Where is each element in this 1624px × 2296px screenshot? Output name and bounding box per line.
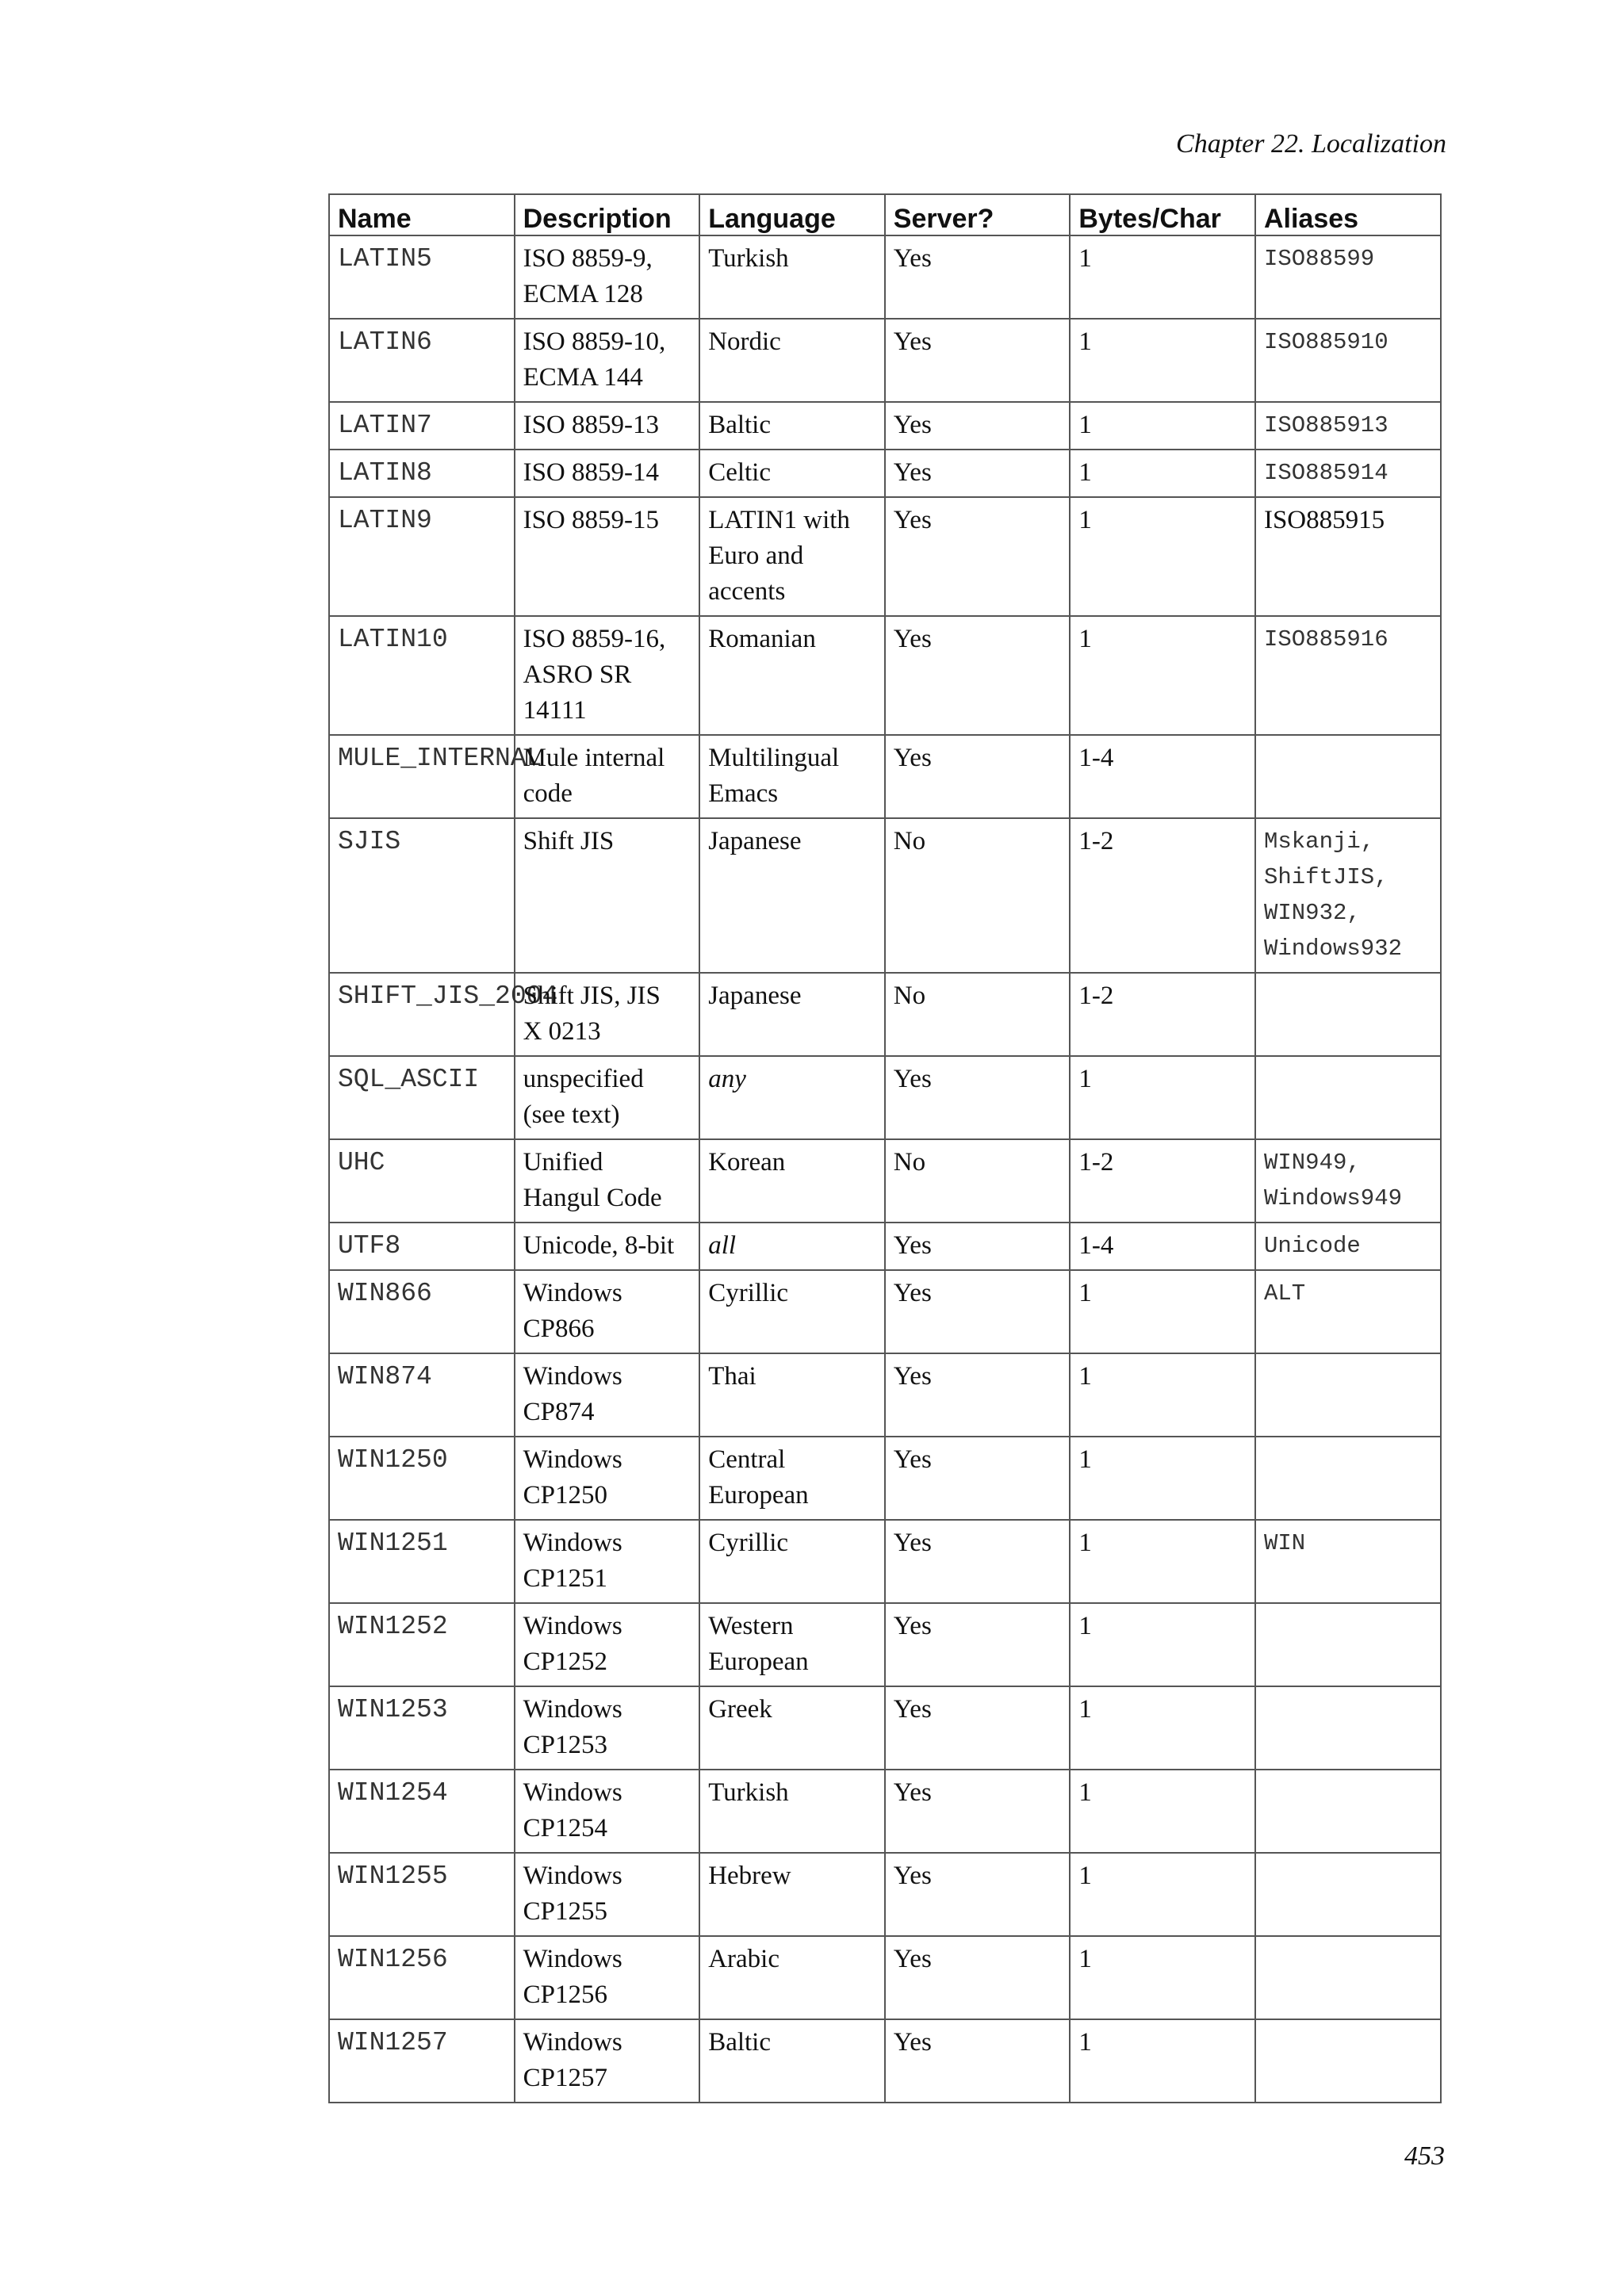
cell-description: [515, 2019, 700, 2103]
cell-aliases: [1255, 1270, 1441, 1353]
table-row: [329, 1353, 1441, 1437]
cell-aliases: [1255, 1853, 1441, 1936]
cell-aliases: [1255, 497, 1441, 616]
cell-server: Yes: [885, 1770, 1071, 1853]
cell-line: CP1257: [523, 2064, 607, 2092]
cell-name: UHC: [329, 1139, 515, 1223]
cell-language: [699, 1223, 885, 1270]
cell-description: [515, 1853, 700, 1936]
column-header-bytes-per-char: Bytes/Char: [1070, 194, 1255, 235]
cell-line: any: [708, 1065, 746, 1093]
cell-line: accents: [708, 577, 786, 606]
cell-line: Turkish: [708, 244, 789, 273]
header-row: [329, 194, 1441, 235]
cell-line: Unicode: [1263, 1233, 1361, 1259]
cell-name: MULE_INTERNAL: [329, 735, 515, 818]
table-row: [329, 1437, 1441, 1520]
cell-line: WIN932,: [1263, 900, 1361, 926]
cell-server: Yes: [885, 1270, 1071, 1353]
table-row: [329, 1936, 1441, 2019]
cell-aliases: [1255, 1603, 1441, 1686]
cell-name: LATIN5: [329, 235, 515, 319]
cell-name: WIN1255: [329, 1853, 515, 1936]
cell-line: CP1254: [523, 1814, 607, 1843]
cell-language: [699, 497, 885, 616]
cell-bytes-per-char: 1: [1070, 1853, 1255, 1936]
cell-server: Yes: [885, 2019, 1071, 2103]
cell-description: [515, 450, 700, 497]
cell-language: [699, 973, 885, 1056]
table-row: [329, 1223, 1441, 1270]
column-header-language: Language: [699, 194, 885, 235]
cell-line: Japanese: [708, 827, 802, 855]
cell-description: [515, 973, 700, 1056]
cell-line: Shift JIS: [523, 827, 615, 855]
cell-name: LATIN8: [329, 450, 515, 497]
cell-line: Windows: [523, 1362, 622, 1391]
cell-aliases: [1255, 818, 1441, 973]
table-row: [329, 735, 1441, 818]
cell-server: Yes: [885, 235, 1071, 319]
cell-aliases: [1255, 1223, 1441, 1270]
table-row: [329, 1686, 1441, 1770]
cell-server: Yes: [885, 1603, 1071, 1686]
cell-description: [515, 818, 700, 973]
cell-bytes-per-char: 1-2: [1070, 1139, 1255, 1223]
cell-line: Windows: [523, 1445, 622, 1474]
table-row: [329, 1603, 1441, 1686]
cell-server: Yes: [885, 1437, 1071, 1520]
cell-language: [699, 1056, 885, 1139]
cell-language: [699, 735, 885, 818]
cell-language: [699, 235, 885, 319]
table-row: [329, 1270, 1441, 1353]
cell-line: ISO88599: [1263, 246, 1375, 272]
cell-line: ASRO SR: [523, 660, 632, 689]
cell-language: [699, 818, 885, 973]
cell-line: unspecified: [523, 1065, 644, 1093]
cell-name: LATIN10: [329, 616, 515, 735]
cell-line: ISO 8859-15: [523, 506, 660, 534]
cell-line: CP1250: [523, 1481, 607, 1510]
cell-line: Emacs: [708, 779, 779, 808]
cell-line: CP866: [523, 1314, 595, 1343]
cell-language: [699, 450, 885, 497]
cell-bytes-per-char: 1: [1070, 319, 1255, 402]
cell-name: WIN1252: [329, 1603, 515, 1686]
cell-line: CP874: [523, 1398, 595, 1426]
cell-name: LATIN6: [329, 319, 515, 402]
cell-name: LATIN9: [329, 497, 515, 616]
cell-line: Unicode, 8-bit: [523, 1231, 675, 1260]
cell-aliases: [1255, 1353, 1441, 1437]
cell-line: Western: [708, 1612, 794, 1640]
cell-server: Yes: [885, 1853, 1071, 1936]
cell-line: ISO885916: [1263, 626, 1388, 652]
cell-bytes-per-char: 1: [1070, 1686, 1255, 1770]
cell-name: WIN1256: [329, 1936, 515, 2019]
cell-server: No: [885, 1139, 1071, 1223]
cell-aliases: [1255, 1056, 1441, 1139]
cell-bytes-per-char: 1: [1070, 450, 1255, 497]
running-header: Chapter 22. Localization: [1176, 129, 1446, 159]
cell-line: Windows: [523, 1945, 622, 1973]
cell-server: Yes: [885, 497, 1071, 616]
cell-aliases: [1255, 1936, 1441, 2019]
cell-name: WIN874: [329, 1353, 515, 1437]
cell-description: [515, 402, 700, 450]
cell-bytes-per-char: 1: [1070, 1520, 1255, 1603]
cell-line: Greek: [708, 1695, 772, 1724]
cell-name: WIN866: [329, 1270, 515, 1353]
cell-line: Hebrew: [708, 1862, 791, 1890]
cell-description: [515, 616, 700, 735]
cell-line: Central: [708, 1445, 786, 1474]
cell-line: Cyrillic: [708, 1529, 789, 1557]
cell-server: Yes: [885, 1936, 1071, 2019]
cell-line: ISO 8859-14: [523, 458, 660, 487]
cell-language: [699, 1353, 885, 1437]
cell-description: [515, 497, 700, 616]
table-row: [329, 1853, 1441, 1936]
cell-bytes-per-char: 1-4: [1070, 735, 1255, 818]
cell-line: ISO885910: [1263, 329, 1388, 355]
cell-line: Windows932: [1263, 936, 1402, 962]
table-row: [329, 450, 1441, 497]
cell-language: [699, 402, 885, 450]
cell-aliases: [1255, 735, 1441, 818]
cell-line: Baltic: [708, 2028, 771, 2057]
cell-description: [515, 1270, 700, 1353]
cell-language: [699, 1770, 885, 1853]
table-row: [329, 1770, 1441, 1853]
cell-bytes-per-char: 1: [1070, 1936, 1255, 2019]
cell-aliases: [1255, 319, 1441, 402]
cell-language: [699, 1686, 885, 1770]
cell-aliases: [1255, 1770, 1441, 1853]
encoding-table: [328, 193, 1442, 2103]
cell-language: [699, 1853, 885, 1936]
cell-description: [515, 1139, 700, 1223]
table-row: [329, 1139, 1441, 1223]
cell-line: LATIN1 with: [708, 506, 850, 534]
cell-server: Yes: [885, 450, 1071, 497]
cell-description: [515, 235, 700, 319]
cell-bytes-per-char: 1: [1070, 402, 1255, 450]
cell-name: UTF8: [329, 1223, 515, 1270]
cell-bytes-per-char: 1: [1070, 1353, 1255, 1437]
cell-language: [699, 1936, 885, 2019]
cell-language: [699, 1603, 885, 1686]
cell-line: Unified: [523, 1148, 603, 1177]
cell-name: WIN1250: [329, 1437, 515, 1520]
cell-line: all: [708, 1231, 737, 1260]
cell-line: 14111: [523, 696, 587, 725]
cell-line: ISO 8859-16,: [523, 625, 666, 653]
cell-name: WIN1251: [329, 1520, 515, 1603]
cell-name: WIN1257: [329, 2019, 515, 2103]
cell-line: CP1253: [523, 1731, 607, 1759]
cell-aliases: [1255, 1520, 1441, 1603]
cell-server: Yes: [885, 319, 1071, 402]
cell-description: [515, 1603, 700, 1686]
table-row: [329, 1520, 1441, 1603]
cell-description: [515, 1770, 700, 1853]
page-number: 453: [1404, 2141, 1445, 2171]
cell-line: ECMA 128: [523, 280, 643, 308]
cell-line: ALT: [1263, 1280, 1306, 1307]
cell-line: European: [708, 1481, 809, 1510]
cell-name: WIN1254: [329, 1770, 515, 1853]
cell-aliases: [1255, 616, 1441, 735]
cell-aliases: [1255, 450, 1441, 497]
cell-description: [515, 1223, 700, 1270]
cell-language: [699, 319, 885, 402]
cell-server: No: [885, 818, 1071, 973]
column-header-aliases: Aliases: [1255, 194, 1441, 235]
cell-aliases: [1255, 1139, 1441, 1223]
cell-name: SJIS: [329, 818, 515, 973]
cell-line: Arabic: [708, 1945, 779, 1973]
cell-description: [515, 1936, 700, 2019]
cell-aliases: [1255, 973, 1441, 1056]
cell-bytes-per-char: 1: [1070, 1437, 1255, 1520]
cell-line: CP1256: [523, 1980, 607, 2009]
cell-line: Korean: [708, 1148, 786, 1177]
table-row: [329, 973, 1441, 1056]
cell-line: Hangul Code: [523, 1184, 662, 1212]
cell-aliases: [1255, 1686, 1441, 1770]
cell-line: Windows: [523, 1529, 622, 1557]
cell-bytes-per-char: 1: [1070, 1270, 1255, 1353]
cell-bytes-per-char: 1: [1070, 1603, 1255, 1686]
cell-name: LATIN7: [329, 402, 515, 450]
cell-server: Yes: [885, 402, 1071, 450]
cell-line: Nordic: [708, 327, 781, 356]
cell-line: ISO 8859-10,: [523, 327, 666, 356]
cell-language: [699, 2019, 885, 2103]
cell-server: Yes: [885, 735, 1071, 818]
cell-language: [699, 1437, 885, 1520]
cell-line: Euro and: [708, 541, 804, 570]
cell-line: Windows: [523, 1612, 622, 1640]
cell-line: Turkish: [708, 1778, 789, 1807]
cell-server: Yes: [885, 1353, 1071, 1437]
cell-description: [515, 1437, 700, 1520]
cell-language: [699, 1139, 885, 1223]
cell-bytes-per-char: 1: [1070, 235, 1255, 319]
cell-line: CP1252: [523, 1647, 607, 1676]
cell-line: Baltic: [708, 411, 771, 439]
cell-line: Windows: [523, 2028, 622, 2057]
column-header-server: Server?: [885, 194, 1071, 235]
cell-description: [515, 319, 700, 402]
cell-description: [515, 1520, 700, 1603]
table-row: [329, 319, 1441, 402]
cell-line: ISO 8859-13: [523, 411, 660, 439]
cell-line: ISO885915: [1263, 506, 1385, 534]
cell-line: Thai: [708, 1362, 756, 1391]
cell-line: European: [708, 1647, 809, 1676]
cell-aliases: [1255, 235, 1441, 319]
cell-language: [699, 616, 885, 735]
cell-bytes-per-char: 1: [1070, 1056, 1255, 1139]
cell-line: code: [523, 779, 573, 808]
cell-line: Windows: [523, 1695, 622, 1724]
cell-aliases: [1255, 402, 1441, 450]
cell-line: CP1251: [523, 1564, 607, 1593]
cell-description: [515, 1056, 700, 1139]
table-body: [329, 235, 1441, 2103]
cell-line: Multilingual: [708, 744, 840, 772]
cell-line: Shift JIS, JIS: [523, 982, 661, 1010]
table-row: [329, 235, 1441, 319]
cell-server: Yes: [885, 1056, 1071, 1139]
cell-line: ShiftJIS,: [1263, 864, 1388, 890]
cell-line: Mskanji,: [1263, 828, 1375, 855]
cell-server: Yes: [885, 1520, 1071, 1603]
cell-line: Windows949: [1263, 1185, 1402, 1211]
column-header-description: Description: [515, 194, 700, 235]
cell-bytes-per-char: 1: [1070, 497, 1255, 616]
cell-language: [699, 1270, 885, 1353]
cell-line: ECMA 144: [523, 363, 643, 392]
table-row: [329, 497, 1441, 616]
table-row: [329, 1056, 1441, 1139]
cell-description: [515, 1353, 700, 1437]
cell-line: Windows: [523, 1862, 622, 1890]
cell-server: No: [885, 973, 1071, 1056]
table-row: [329, 818, 1441, 973]
cell-name: SQL_ASCII: [329, 1056, 515, 1139]
table-row: [329, 402, 1441, 450]
cell-line: CP1255: [523, 1897, 607, 1926]
cell-description: [515, 1686, 700, 1770]
cell-server: Yes: [885, 616, 1071, 735]
cell-bytes-per-char: 1-2: [1070, 818, 1255, 973]
cell-line: ISO 8859-9,: [523, 244, 653, 273]
cell-bytes-per-char: 1-4: [1070, 1223, 1255, 1270]
cell-line: Windows: [523, 1279, 622, 1307]
table-header: [329, 194, 1441, 235]
cell-server: Yes: [885, 1223, 1071, 1270]
cell-bytes-per-char: 1: [1070, 1770, 1255, 1853]
cell-line: Celtic: [708, 458, 771, 487]
table-row: [329, 2019, 1441, 2103]
cell-line: Mule internal: [523, 744, 665, 772]
cell-line: Cyrillic: [708, 1279, 789, 1307]
cell-line: ISO885913: [1263, 412, 1388, 438]
cell-aliases: [1255, 2019, 1441, 2103]
cell-aliases: [1255, 1437, 1441, 1520]
cell-description: [515, 735, 700, 818]
cell-server: Yes: [885, 1686, 1071, 1770]
cell-name: SHIFT_JIS_2004: [329, 973, 515, 1056]
cell-line: Windows: [523, 1778, 622, 1807]
cell-line: Japanese: [708, 982, 802, 1010]
cell-language: [699, 1520, 885, 1603]
cell-line: (see text): [523, 1100, 620, 1129]
cell-line: ISO885914: [1263, 460, 1388, 486]
cell-bytes-per-char: 1-2: [1070, 973, 1255, 1056]
cell-line: WIN949,: [1263, 1150, 1361, 1176]
cell-line: Romanian: [708, 625, 816, 653]
cell-bytes-per-char: 1: [1070, 2019, 1255, 2103]
cell-name: WIN1253: [329, 1686, 515, 1770]
cell-bytes-per-char: 1: [1070, 616, 1255, 735]
table-row: [329, 616, 1441, 735]
column-header-name: Name: [329, 194, 515, 235]
cell-line: WIN: [1263, 1530, 1306, 1556]
cell-line: X 0213: [523, 1017, 601, 1046]
